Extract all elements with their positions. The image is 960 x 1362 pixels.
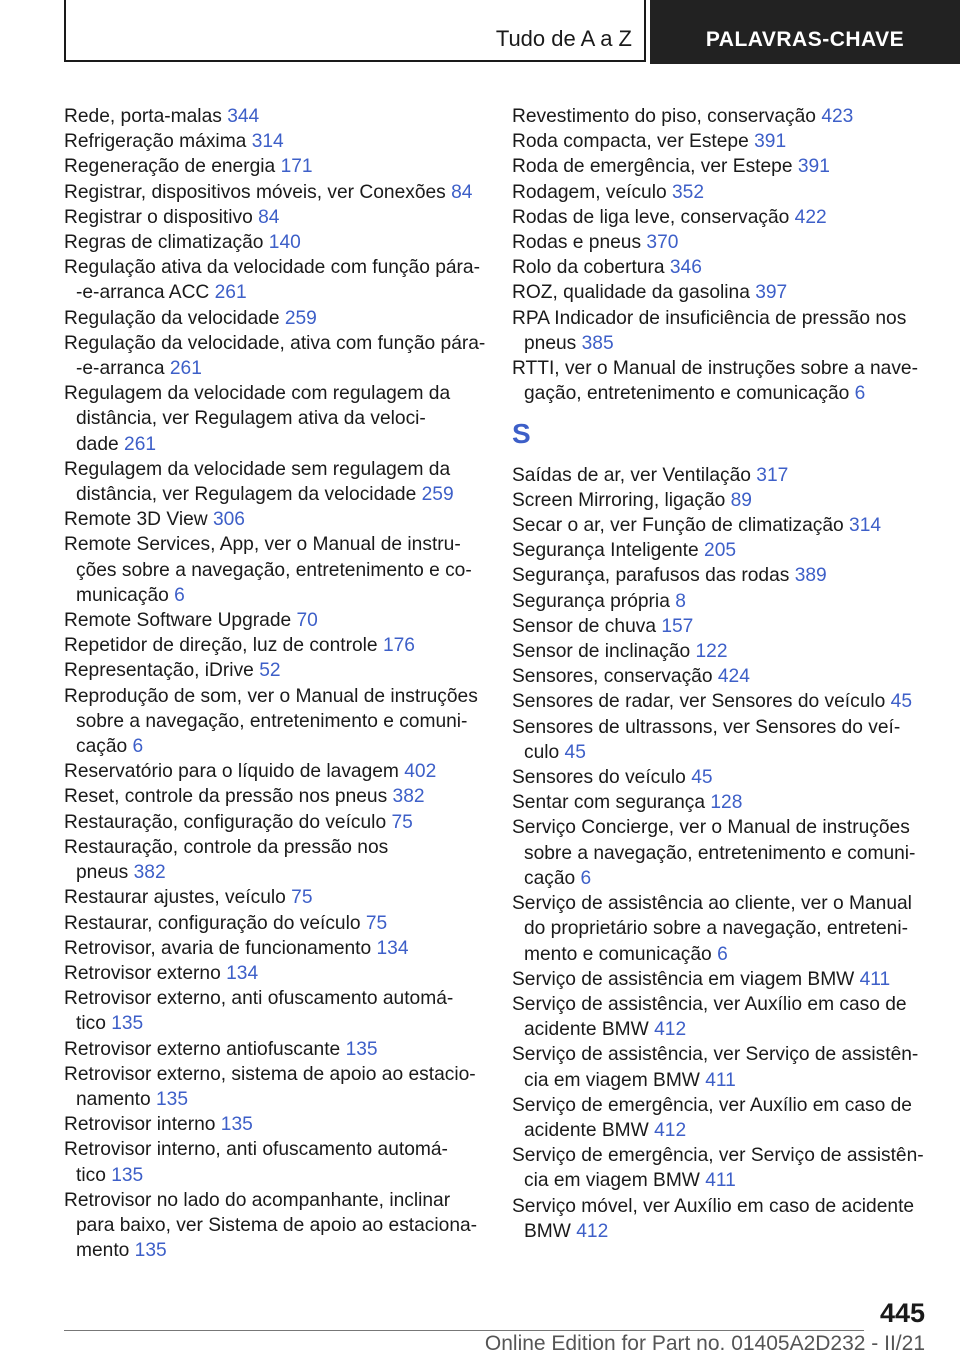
entry-group-left — [64, 104, 484, 1263]
page-reference-link[interactable]: 6 — [132, 736, 144, 758]
entry-text: distância, ver Regulagem da velocidade — [76, 484, 417, 506]
index-entry — [512, 563, 922, 588]
entry-text: Sensores de ultrassons, ver Sensores do veí- — [512, 716, 901, 738]
entry-text: Retrovisor interno — [64, 1114, 216, 1136]
section-letter-s: S — [512, 418, 531, 450]
entry-text: tico — [76, 1164, 106, 1186]
index-entry — [64, 986, 484, 1036]
entry-text: Regulação da velocidade, ativa com função pára- — [64, 332, 486, 354]
entry-text: pneus — [524, 332, 577, 354]
index-entry — [64, 381, 484, 457]
entry-text: Sensor de inclinação — [512, 641, 691, 663]
page-reference-link[interactable]: 385 — [581, 332, 614, 354]
page-reference-link[interactable]: 70 — [296, 610, 318, 632]
index-entry — [512, 589, 922, 614]
entry-text: Retrovisor externo, anti ofuscamento automá- — [64, 988, 454, 1010]
index-entry — [512, 129, 922, 154]
page-reference-link[interactable]: 84 — [451, 181, 473, 203]
index-entry — [512, 306, 922, 356]
page-reference-link[interactable]: 412 — [654, 1019, 687, 1041]
entry-text: Registrar o dispositivo — [64, 206, 253, 228]
index-entry — [512, 280, 922, 305]
entry-text: cia em viagem BMW — [524, 1170, 700, 1192]
entry-text: Regulagem da velocidade sem regulagem da — [64, 458, 451, 480]
entry-text: Regulação da velocidade — [64, 307, 280, 329]
index-entry — [512, 664, 922, 689]
page-reference-link[interactable]: 75 — [291, 887, 313, 909]
entry-text: Rodas de liga leve, conservação — [512, 206, 790, 228]
section-title: Tudo de A a Z — [495, 26, 632, 51]
page-reference-link[interactable]: 402 — [404, 761, 437, 783]
entry-text: Retrovisor externo, sistema de apoio ao estacio- — [64, 1063, 476, 1085]
page-reference-link[interactable]: 128 — [710, 792, 743, 814]
entry-text: Rodas e pneus — [512, 232, 642, 254]
entry-text: Representação, iDrive — [64, 660, 254, 682]
entry-text: Segurança própria — [512, 590, 670, 612]
entry-text: municação — [76, 584, 169, 606]
index-entry — [512, 104, 922, 129]
page-reference-link[interactable]: 140 — [268, 232, 301, 254]
entry-text: Sensores de radar, ver Sensores do veículo — [512, 691, 886, 713]
entry-text: Retrovisor interno, anti ofuscamento automá- — [64, 1139, 448, 1161]
entry-text: cação — [524, 867, 576, 889]
entry-text: Regulagem da velocidade com regulagem da — [64, 383, 451, 405]
entry-text: RPA Indicador de insuficiência de pressão nos — [512, 307, 907, 329]
index-entry — [64, 205, 484, 230]
entry-text: -e-arranca ACC — [76, 282, 210, 304]
page-reference-link[interactable]: 135 — [111, 1013, 144, 1035]
page-reference-link[interactable]: 412 — [654, 1119, 687, 1141]
index-entry — [512, 205, 922, 230]
footer-divider — [64, 1330, 864, 1331]
index-entry — [512, 180, 922, 205]
entry-text: mento e comunicação — [524, 943, 712, 965]
index-entry — [64, 457, 484, 507]
header-title-box — [64, 0, 646, 62]
entry-text: Roda compacta, ver Estepe — [512, 131, 749, 153]
page-reference-link[interactable]: 75 — [365, 912, 388, 934]
entry-text: Rede, porta-malas — [64, 106, 222, 127]
index-entry — [64, 104, 484, 129]
page-reference-link[interactable]: 423 — [821, 106, 854, 127]
index-entry — [512, 463, 922, 488]
entry-text: Serviço móvel, ver Auxílio em caso de acidente — [512, 1195, 915, 1217]
page-reference-link[interactable]: 52 — [259, 660, 281, 682]
index-entry — [64, 1188, 484, 1264]
page-reference-link[interactable]: 122 — [695, 641, 728, 663]
page-reference-link[interactable]: 135 — [156, 1088, 189, 1110]
entry-text: mento — [76, 1240, 130, 1262]
index-entry — [512, 356, 922, 406]
index-entry — [64, 532, 484, 608]
page-reference-link[interactable]: 205 — [704, 540, 737, 562]
index-entry — [64, 331, 484, 381]
page-reference-link[interactable]: 370 — [646, 232, 679, 254]
page-reference-link[interactable]: 344 — [227, 106, 260, 127]
page-reference-link[interactable]: 45 — [890, 691, 912, 713]
index-entry — [64, 835, 484, 885]
page-reference-link[interactable]: 391 — [797, 156, 830, 178]
page-reference-link[interactable]: 397 — [755, 282, 788, 304]
index-entry — [512, 538, 922, 563]
entry-text: Sensores do veículo — [512, 767, 686, 789]
index-entry — [512, 765, 922, 790]
entry-text: Secar o ar, ver Função de climatização — [512, 515, 844, 537]
page-number: 445 — [879, 1298, 925, 1328]
entry-text: cia em viagem BMW — [524, 1069, 700, 1091]
section-tab: PALAVRAS-CHAVE — [650, 0, 960, 64]
page-header — [64, 0, 960, 64]
page-reference-link[interactable]: 135 — [111, 1164, 144, 1186]
page-reference-link[interactable]: 45 — [691, 767, 713, 789]
page-reference-link[interactable]: 412 — [576, 1220, 609, 1242]
entry-text: Segurança Inteligente — [512, 540, 699, 562]
entry-text: acidente BMW — [524, 1019, 649, 1041]
index-entry — [512, 1042, 922, 1092]
entry-text: Roda de emergência, ver Estepe — [512, 156, 793, 178]
page-reference-link[interactable]: 382 — [392, 786, 425, 808]
index-entry — [512, 715, 922, 765]
page-reference-link[interactable]: 389 — [794, 565, 827, 587]
entry-text: Registrar, dispositivos móveis, ver Conexões — [64, 181, 446, 203]
entry-text: Remote 3D View — [64, 509, 208, 531]
page-reference-link[interactable]: 411 — [859, 968, 891, 990]
page-reference-link[interactable]: 314 — [251, 131, 284, 153]
index-entry — [512, 1093, 922, 1143]
page-reference-link[interactable]: 6 — [174, 584, 185, 606]
page-reference-link[interactable]: 317 — [756, 464, 789, 486]
page-reference-link[interactable]: 134 — [226, 962, 259, 984]
footer-edition: Online Edition for Part no. 01405A2D232 - II/21 — [484, 1332, 925, 1355]
page-reference-link[interactable]: 382 — [133, 862, 166, 884]
page-reference-link[interactable]: 135 — [345, 1038, 378, 1060]
entry-text: sobre a navegação, entretenimento e comuni- — [524, 842, 916, 864]
index-entry — [64, 255, 484, 305]
page-reference-link[interactable]: 352 — [672, 181, 705, 203]
index-entry — [64, 961, 484, 986]
page-reference-link[interactable]: 422 — [794, 206, 827, 228]
index-entry — [512, 230, 922, 255]
entry-text: Regulação ativa da velocidade com função pára- — [64, 257, 480, 279]
entry-text: Reprodução de som, ver o Manual de instruções — [64, 685, 478, 707]
index-entry — [64, 230, 484, 255]
page-reference-link[interactable]: 75 — [391, 811, 413, 833]
index-entry — [64, 885, 484, 910]
entry-text: Serviço de emergência, ver Auxílio em caso de — [512, 1094, 912, 1116]
index-entry — [64, 759, 484, 784]
entry-text: distância, ver Regulagem ativa da veloci- — [76, 408, 426, 430]
entry-text: Remote Services, App, ver o Manual de instru- — [64, 534, 461, 556]
entry-text: Regeneração de energia — [64, 156, 276, 178]
page-reference-link[interactable]: 84 — [258, 206, 280, 228]
page-reference-link[interactable]: 259 — [284, 307, 317, 329]
entry-text: pneus — [76, 862, 129, 884]
entry-text: Saídas de ar, ver Ventilação — [512, 464, 751, 486]
index-column-right — [512, 104, 922, 1244]
entry-text: Rodagem, veículo — [512, 181, 667, 203]
entry-text: cação — [76, 736, 128, 758]
entry-text: Sentar com segurança — [512, 792, 706, 814]
index-entry — [64, 1037, 484, 1062]
page-reference-link[interactable]: 346 — [669, 257, 702, 279]
entry-text: Restaurar, configuração do veículo — [64, 912, 361, 934]
page-reference-link[interactable]: 135 — [134, 1240, 167, 1262]
index-entry — [64, 1112, 484, 1137]
entry-text: ROZ, qualidade da gasolina — [512, 282, 750, 304]
page-reference-link[interactable]: 89 — [730, 489, 752, 511]
page-reference-link[interactable]: 261 — [214, 282, 247, 304]
entry-text: Restaurar ajustes, veículo — [64, 887, 286, 909]
index-entry — [512, 1194, 922, 1244]
index-entry — [512, 815, 922, 891]
entry-text: Serviço de assistência, ver Auxílio em caso de — [512, 993, 907, 1015]
page-reference-link[interactable]: 45 — [564, 741, 586, 763]
entry-group-r — [512, 104, 922, 406]
entry-text: Reset, controle da pressão nos pneus — [64, 786, 388, 808]
page-reference-link[interactable]: 411 — [705, 1170, 736, 1192]
index-entry — [512, 513, 922, 538]
entry-text: Refrigeração máxima — [64, 131, 247, 153]
index-entry — [512, 790, 922, 815]
entry-text: Serviço de assistência ao cliente, ver o Manual — [512, 893, 912, 915]
index-entry — [64, 1137, 484, 1187]
index-entry — [512, 967, 922, 992]
entry-text: ções sobre a navegação, entretenimento e co- — [76, 559, 472, 581]
entry-text: Serviço Concierge, ver o Manual de instruções — [512, 817, 910, 839]
page-reference-link[interactable]: 306 — [212, 509, 245, 531]
page-reference-link[interactable]: 259 — [421, 484, 454, 506]
entry-text: Remote Software Upgrade — [64, 610, 292, 632]
entry-text: Restauração, configuração do veículo — [64, 811, 387, 833]
entry-text: RTTI, ver o Manual de instruções sobre a nave- — [512, 358, 918, 380]
entry-text: dade — [76, 433, 119, 455]
entry-text: Regras de climatização — [64, 232, 264, 254]
page-reference-link[interactable]: 171 — [280, 156, 313, 178]
page-reference-link[interactable]: 6 — [580, 867, 592, 889]
index-entry — [64, 1062, 484, 1112]
index-entry — [64, 633, 484, 658]
entry-text: sobre a navegação, entretenimento e comuni- — [76, 710, 468, 732]
entry-text: Restauração, controle da pressão nos — [64, 836, 389, 858]
entry-text: Retrovisor externo — [64, 962, 221, 984]
page-reference-link[interactable]: 261 — [169, 358, 202, 380]
index-entry — [64, 684, 484, 760]
index-entry — [64, 936, 484, 961]
index-entry — [512, 689, 922, 714]
entry-text: -e-arranca — [76, 358, 165, 380]
entry-group-s — [512, 463, 922, 1244]
index-entry — [64, 784, 484, 809]
page-reference-link[interactable]: 391 — [754, 131, 787, 153]
index-column-left — [64, 104, 484, 1263]
index-entry — [64, 608, 484, 633]
index-entry — [512, 992, 922, 1042]
index-entry — [512, 488, 922, 513]
index-entry — [512, 891, 922, 967]
index-entry — [64, 507, 484, 532]
entry-text: namento — [76, 1088, 151, 1110]
index-entry — [512, 614, 922, 639]
entry-text: Reservatório para o líquido de lavagem — [64, 761, 399, 783]
entry-text: BMW — [524, 1220, 571, 1242]
entry-text: acidente BMW — [524, 1119, 649, 1141]
entry-text: Serviço de assistência, ver Serviço de assistên- — [512, 1044, 919, 1066]
entry-text: tico — [76, 1013, 106, 1035]
page-reference-link[interactable]: 314 — [849, 515, 882, 537]
page-reference-link[interactable]: 135 — [220, 1114, 253, 1136]
entry-text: Rolo da cobertura — [512, 257, 665, 279]
index-entry — [64, 810, 484, 835]
page-reference-link[interactable]: 261 — [124, 433, 157, 455]
index-entry — [512, 639, 922, 664]
page-reference-link[interactable]: 8 — [675, 590, 686, 612]
entry-text: Repetidor de direção, luz de controle — [64, 635, 378, 657]
page-reference-link[interactable]: 411 — [705, 1069, 736, 1091]
entry-text: Serviço de assistência em viagem BMW — [512, 968, 855, 990]
index-entry — [64, 911, 484, 936]
entry-text: Sensores, conservação — [512, 666, 713, 688]
entry-text: Segurança, parafusos das rodas — [512, 565, 790, 587]
index-entry — [512, 1143, 922, 1193]
entry-text: Revestimento do piso, conservação — [512, 106, 816, 127]
index-entry — [64, 658, 484, 683]
entry-text: Retrovisor no lado do acompanhante, inclinar — [64, 1189, 451, 1211]
page-reference-link[interactable]: 157 — [661, 615, 694, 637]
page-reference-link[interactable]: 6 — [854, 383, 866, 405]
entry-text: Sensor de chuva — [512, 615, 656, 637]
page-reference-link[interactable]: 134 — [376, 937, 409, 959]
entry-text: do proprietário sobre a navegação, entreteni- — [524, 918, 908, 940]
entry-text: gação, entretenimento e comunicação — [524, 383, 850, 405]
page-reference-link[interactable]: 176 — [382, 635, 415, 657]
index-entry — [512, 154, 922, 179]
entry-text: Screen Mirroring, ligação — [512, 489, 726, 511]
entry-text: culo — [524, 741, 560, 763]
entry-text: Retrovisor externo antiofuscante — [64, 1038, 341, 1060]
entry-text: Retrovisor, avaria de funcionamento — [64, 937, 372, 959]
index-entry — [64, 154, 484, 179]
index-entry — [64, 306, 484, 331]
entry-text: Serviço de emergência, ver Serviço de assistên- — [512, 1145, 924, 1167]
index-entry — [512, 255, 922, 280]
page-reference-link[interactable]: 6 — [717, 943, 728, 965]
entry-text: para baixo, ver Sistema de apoio ao estaciona- — [76, 1214, 478, 1236]
page-reference-link[interactable]: 424 — [717, 666, 750, 688]
index-entry — [64, 129, 484, 154]
index-entry — [64, 180, 484, 205]
